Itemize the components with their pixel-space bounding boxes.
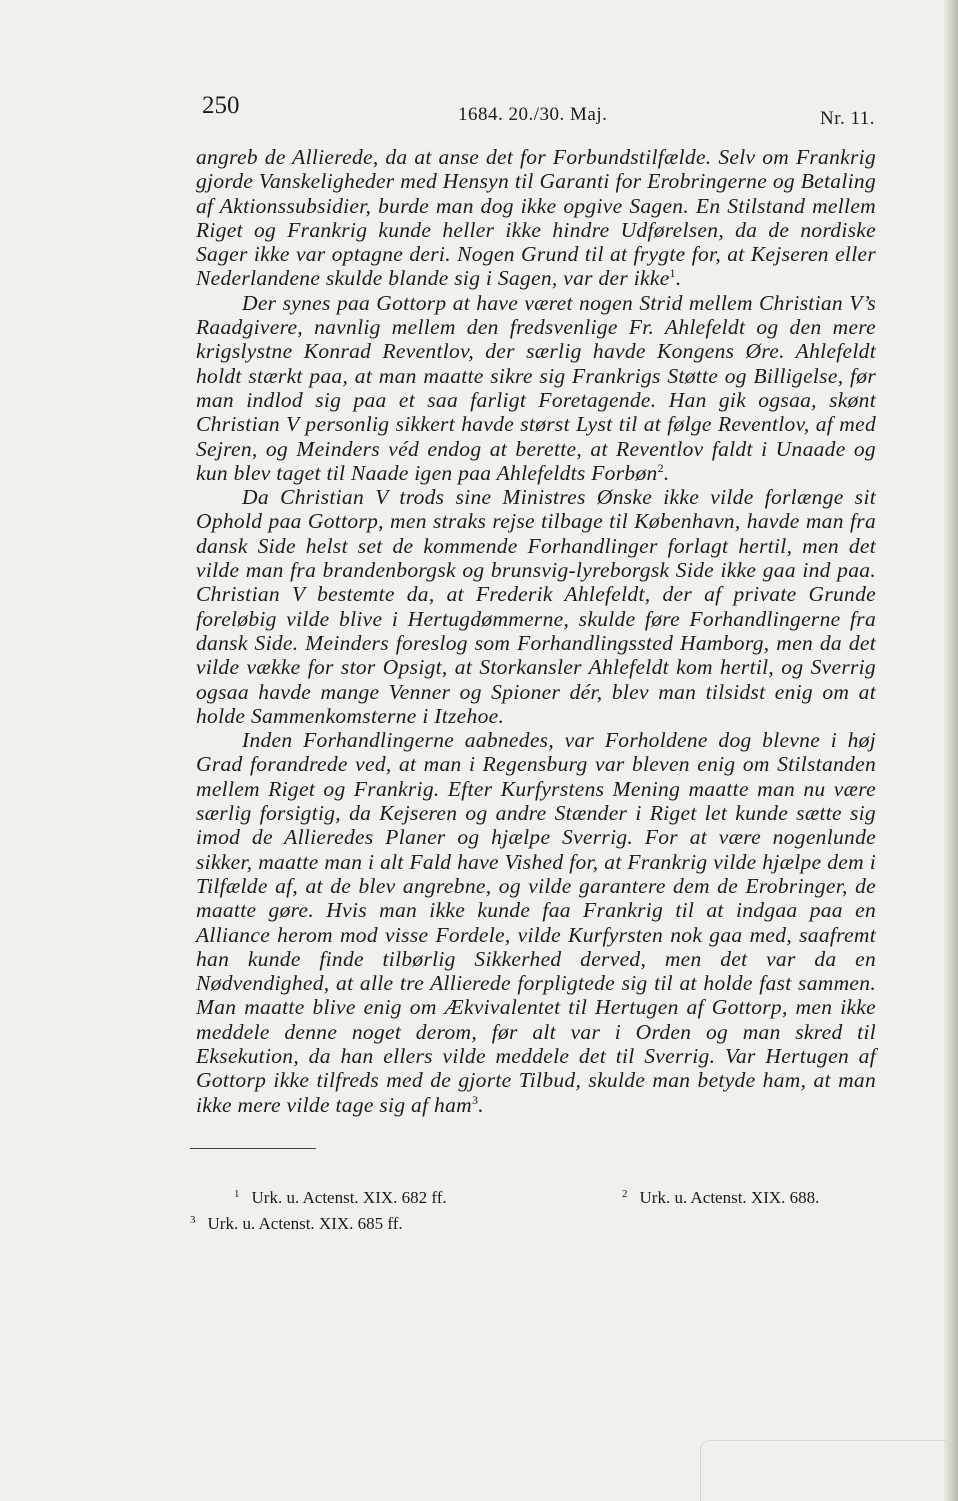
footnote-text: Urk. u. Actenst. XIX. 685 ff.	[207, 1214, 403, 1233]
body-text	[196, 145, 876, 1117]
document-number: Nr. 11.	[820, 108, 876, 129]
paragraph-end: .	[663, 460, 670, 485]
footnote-mark: 1	[234, 1188, 240, 1200]
paragraph-end: .	[478, 1092, 484, 1117]
paragraph-text: angreb de Allierede, da at anse det for Forbundstilfælde. Selv om Frankrig gjorde Vanskeligheder med Hensyn til Garanti for Erobringerne og Betaling af Aktionssubsidier, burde man dog ikke opgive Sagen. En Stilstand mellem Riget og Frankrig kunde heller ikke hindre Udførelsen, da de nordiske Sager ikke var optagne deri. Nogen Grund til at frygte for, at Kejseren eller Nederlandene skulde blande sig i Sagen, var der ikke	[196, 145, 876, 291]
footnote-text: Urk. u. Actenst. XIX. 688.	[639, 1188, 820, 1207]
footnote-mark: 3	[190, 1214, 196, 1226]
footnote	[622, 1185, 819, 1211]
footnote-reference: 3	[471, 1092, 479, 1107]
footnote-reference: 1	[669, 266, 676, 281]
paragraph-end: .	[675, 266, 682, 291]
footnote-divider	[190, 1148, 316, 1149]
paragraph-text: Da Christian V trods sine Ministres Ønske ikke vilde forlænge sit Ophold paa Gottorp, men straks rejse tilbage til København, havde man fra dansk Side helst set de kommende Forhandlinger forlagt hertil, men det vilde man fra brandenborgsk og brunsvig-lyreborgsk Side ikke gaa ind paa. Christian V bestemte da, at Frederik Ahlefeldt, der af private Grunde foreløbig vilde blive i Hertugdømmerne, skulde føre Forhandlingerne fra dansk Side. Meinders foreslog som Forhandlingssted Hamborg, men da det vilde vække for stor Opsigt, at Storkansler Ahlefeldt kom hertil, og Sverrig ogsaa havde mange Venner og Spioner dér, blev man tilsidst enig om at holde Sammenkomsterne i Itzehoe.	[196, 485, 876, 728]
footnote	[190, 1211, 403, 1237]
paragraph-text: Der synes paa Gottorp at have været nogen Strid mellem Christian V’s Raadgivere, navnlig mellem den fredsvenlige Fr. Ahlefeldt og den mere krigslystne Konrad Reventlov, der særlig havde Kongens Øre. Ahlefeldt holdt stærkt paa, at man maatte sikre sig Frankrigs Støtte og Billigelse, før man indlod sig paa et saa farligt Foretagende. Han gik ogsaa, skønt Christian V personlig sikkert havde størst Lyst til at følge Reventlov, af med Sejren, og Meinders véd endog at berette, at Reventlov faldt i Unaade og kun blev taget til Naade igen paa Ahlefeldts Forbøn	[196, 290, 876, 485]
paragraph	[196, 291, 876, 485]
paragraph-text: Inden Forhandlingerne aabnedes, var Forholdene dog blevne i høj Grad forandrede ved, at man i Regensburg var bleven enig om Stilstanden mellem Riget og Frankrig. Efter Kurfyrstens Mening maatte man nu være særlig forsigtig, da Kejseren og andre Stænder i Riget let kunde sætte sig imod de Allieredes Planer og hjælpe Sverrig. For at være nogenlunde sikker, maatte man i alt Fald have Vished for, at Frankrig vilde hjælpe dem i Tilfælde af, at de blev angrebne, og vilde garantere dem de Erobringer, de maatte gøre. Hvis man ikke kunde faa Frankrig til at indgaa paa en Alliance herom mod visse Fordele, vilde Kurfyrsten nok gaa med, saafremt han kunde finde tilbørlig Sikkerhed derved, men det var da en Nødvendighed, at alle tre Allierede forpligtede sig til at holde fast sammen. Man maatte blive enig om Ækvivalentet til Hertugen af Gottorp, men ikke meddele denne noget derom, før alt var i Orden og man skred til Eksekution, da han ellers vilde meddele det til Sverrig. Var Hertugen af Gottorp ikke tilfreds med de gjorte Tilbud, skulde man betyde ham, at man ikke mere vilde tage sig af ham	[196, 728, 876, 1117]
scan-artifact	[700, 1440, 951, 1501]
footnote	[234, 1185, 447, 1211]
running-head: 1684. 20./30. Maj.	[458, 104, 608, 125]
paragraph	[196, 728, 876, 1117]
footnote-mark: 2	[622, 1188, 628, 1200]
paragraph	[196, 145, 876, 291]
footnote-text: Urk. u. Actenst. XIX. 682 ff.	[251, 1188, 447, 1207]
page-number: 250	[202, 92, 240, 119]
footnote-reference: 2	[657, 460, 664, 475]
paragraph	[196, 485, 876, 728]
page-edge	[944, 0, 958, 1501]
